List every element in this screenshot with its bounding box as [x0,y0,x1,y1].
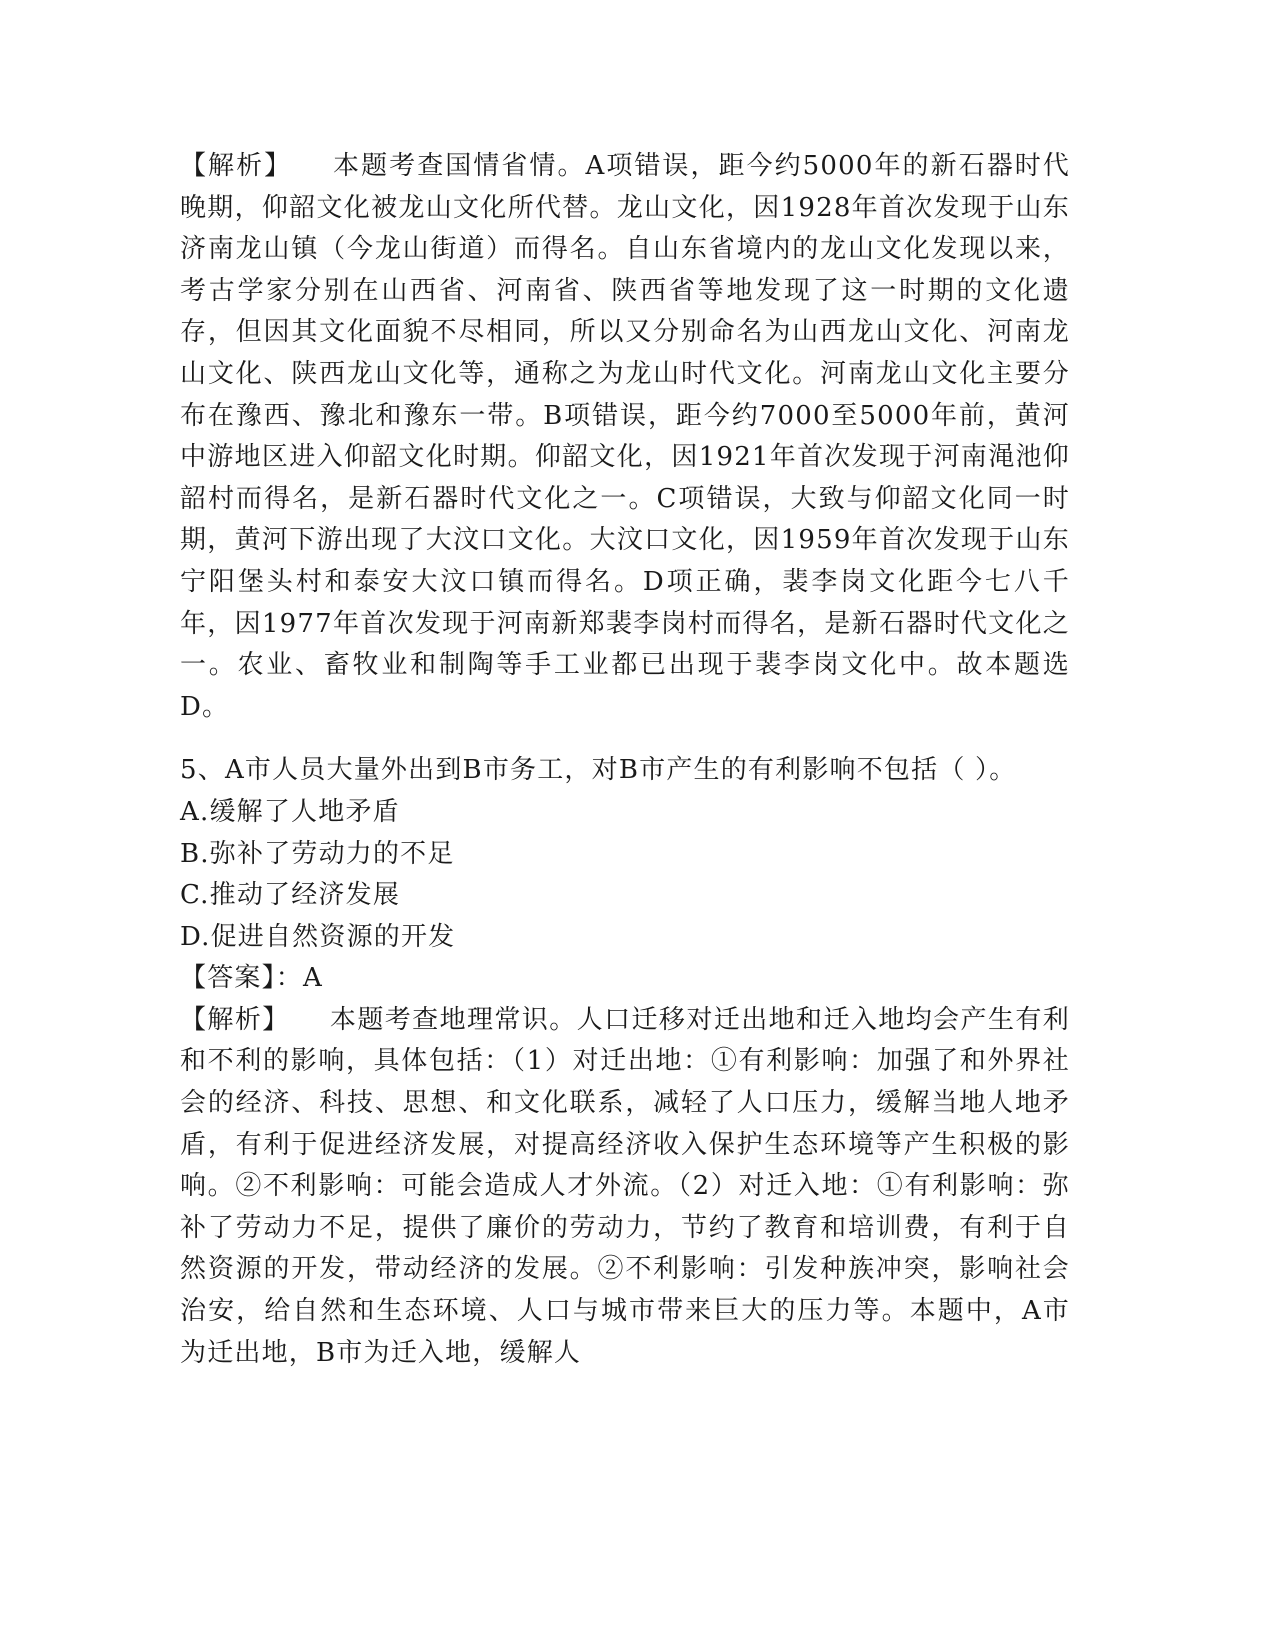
q5-option-b: B.弥补了劳动力的不足 [180,838,455,869]
q5-analysis-label: 【解析】 [180,1004,290,1035]
q5-option-d: D.促进自然资源的开发 [180,921,456,952]
q5-stem: 5、A市人员大量外出到B市务工，对B市产生的有利影响不包括（ ）。 [180,755,1017,786]
q5-answer: 【答案】：A [180,963,323,994]
q5-option-c: C.推动了经济发展 [180,880,401,911]
q5-option-a: A.缓解了人地矛盾 [180,796,400,827]
q4-analysis-paragraph [180,146,1070,728]
q5-analysis-text: 本题考查地理常识。人口迁移对迁出地和迁入地均会产生有利和不利的影响，具体包括：（1）对迁出地：①有利影响：加强了和外界社会的经济、科技、思想、和文化联系，减轻了人口压力，缓解当地人地矛盾，有利于促进经济发展，对提高经济收入保护生态环境等产生积极的影响。②不利影响：可能会造成人才外流。（2）对迁入地：①有利影响：弥补了劳动力不足，提供了廉价的劳动力，节约了教育和培训费，有利于自然资源的开发，带动经济的发展。②不利影响：引发种族冲突，影响社会治安，给自然和生态环境、人口与城市带来巨大的压力等。本题中，A市为迁出地，B市为迁入地，缓解人 [180,1004,1070,1368]
page-content [180,146,1070,1374]
q4-analysis-label: 【解析】 [180,151,293,181]
q4-analysis-text: 本题考查国情省情。A项错误，距今约5000年的新石器时代晚期，仰韶文化被龙山文化所代替。龙山文化，因1928年首次发现于山东济南龙山镇（今龙山街道）而得名。自山东省境内的龙山文化发现以来，考古学家分别在山西省、河南省、陕西省等地发现了这一时期的文化遗存，但因其文化面貌不尽相同，所以又分别命名为山西龙山文化、河南龙山文化、陕西龙山文化等，通称之为龙山时代文化。河南龙山文化主要分布在豫西、豫北和豫东一带。B项错误，距今约7000至5000年前，黄河中游地区进入仰韶文化时期。仰韶文化，因1921年首次发现于河南渑池仰韶村而得名，是新石器时代文化之一。C项错误，大致与仰韶文化同一时期，黄河下游出现了大汶口文化。大汶口文化，因1959年首次发现于山东宁阳堡头村和泰安大汶口镇而得名。D项正确，裴李岗文化距今七八千年，因1977年首次发现于河南新郑裴李岗村而得名，是新石器时代文化之一。农业、畜牧业和制陶等手工业都已出现于裴李岗文化中。故本题选D。 [180,151,1070,722]
q5-analysis-paragraph [180,1000,1070,1374]
